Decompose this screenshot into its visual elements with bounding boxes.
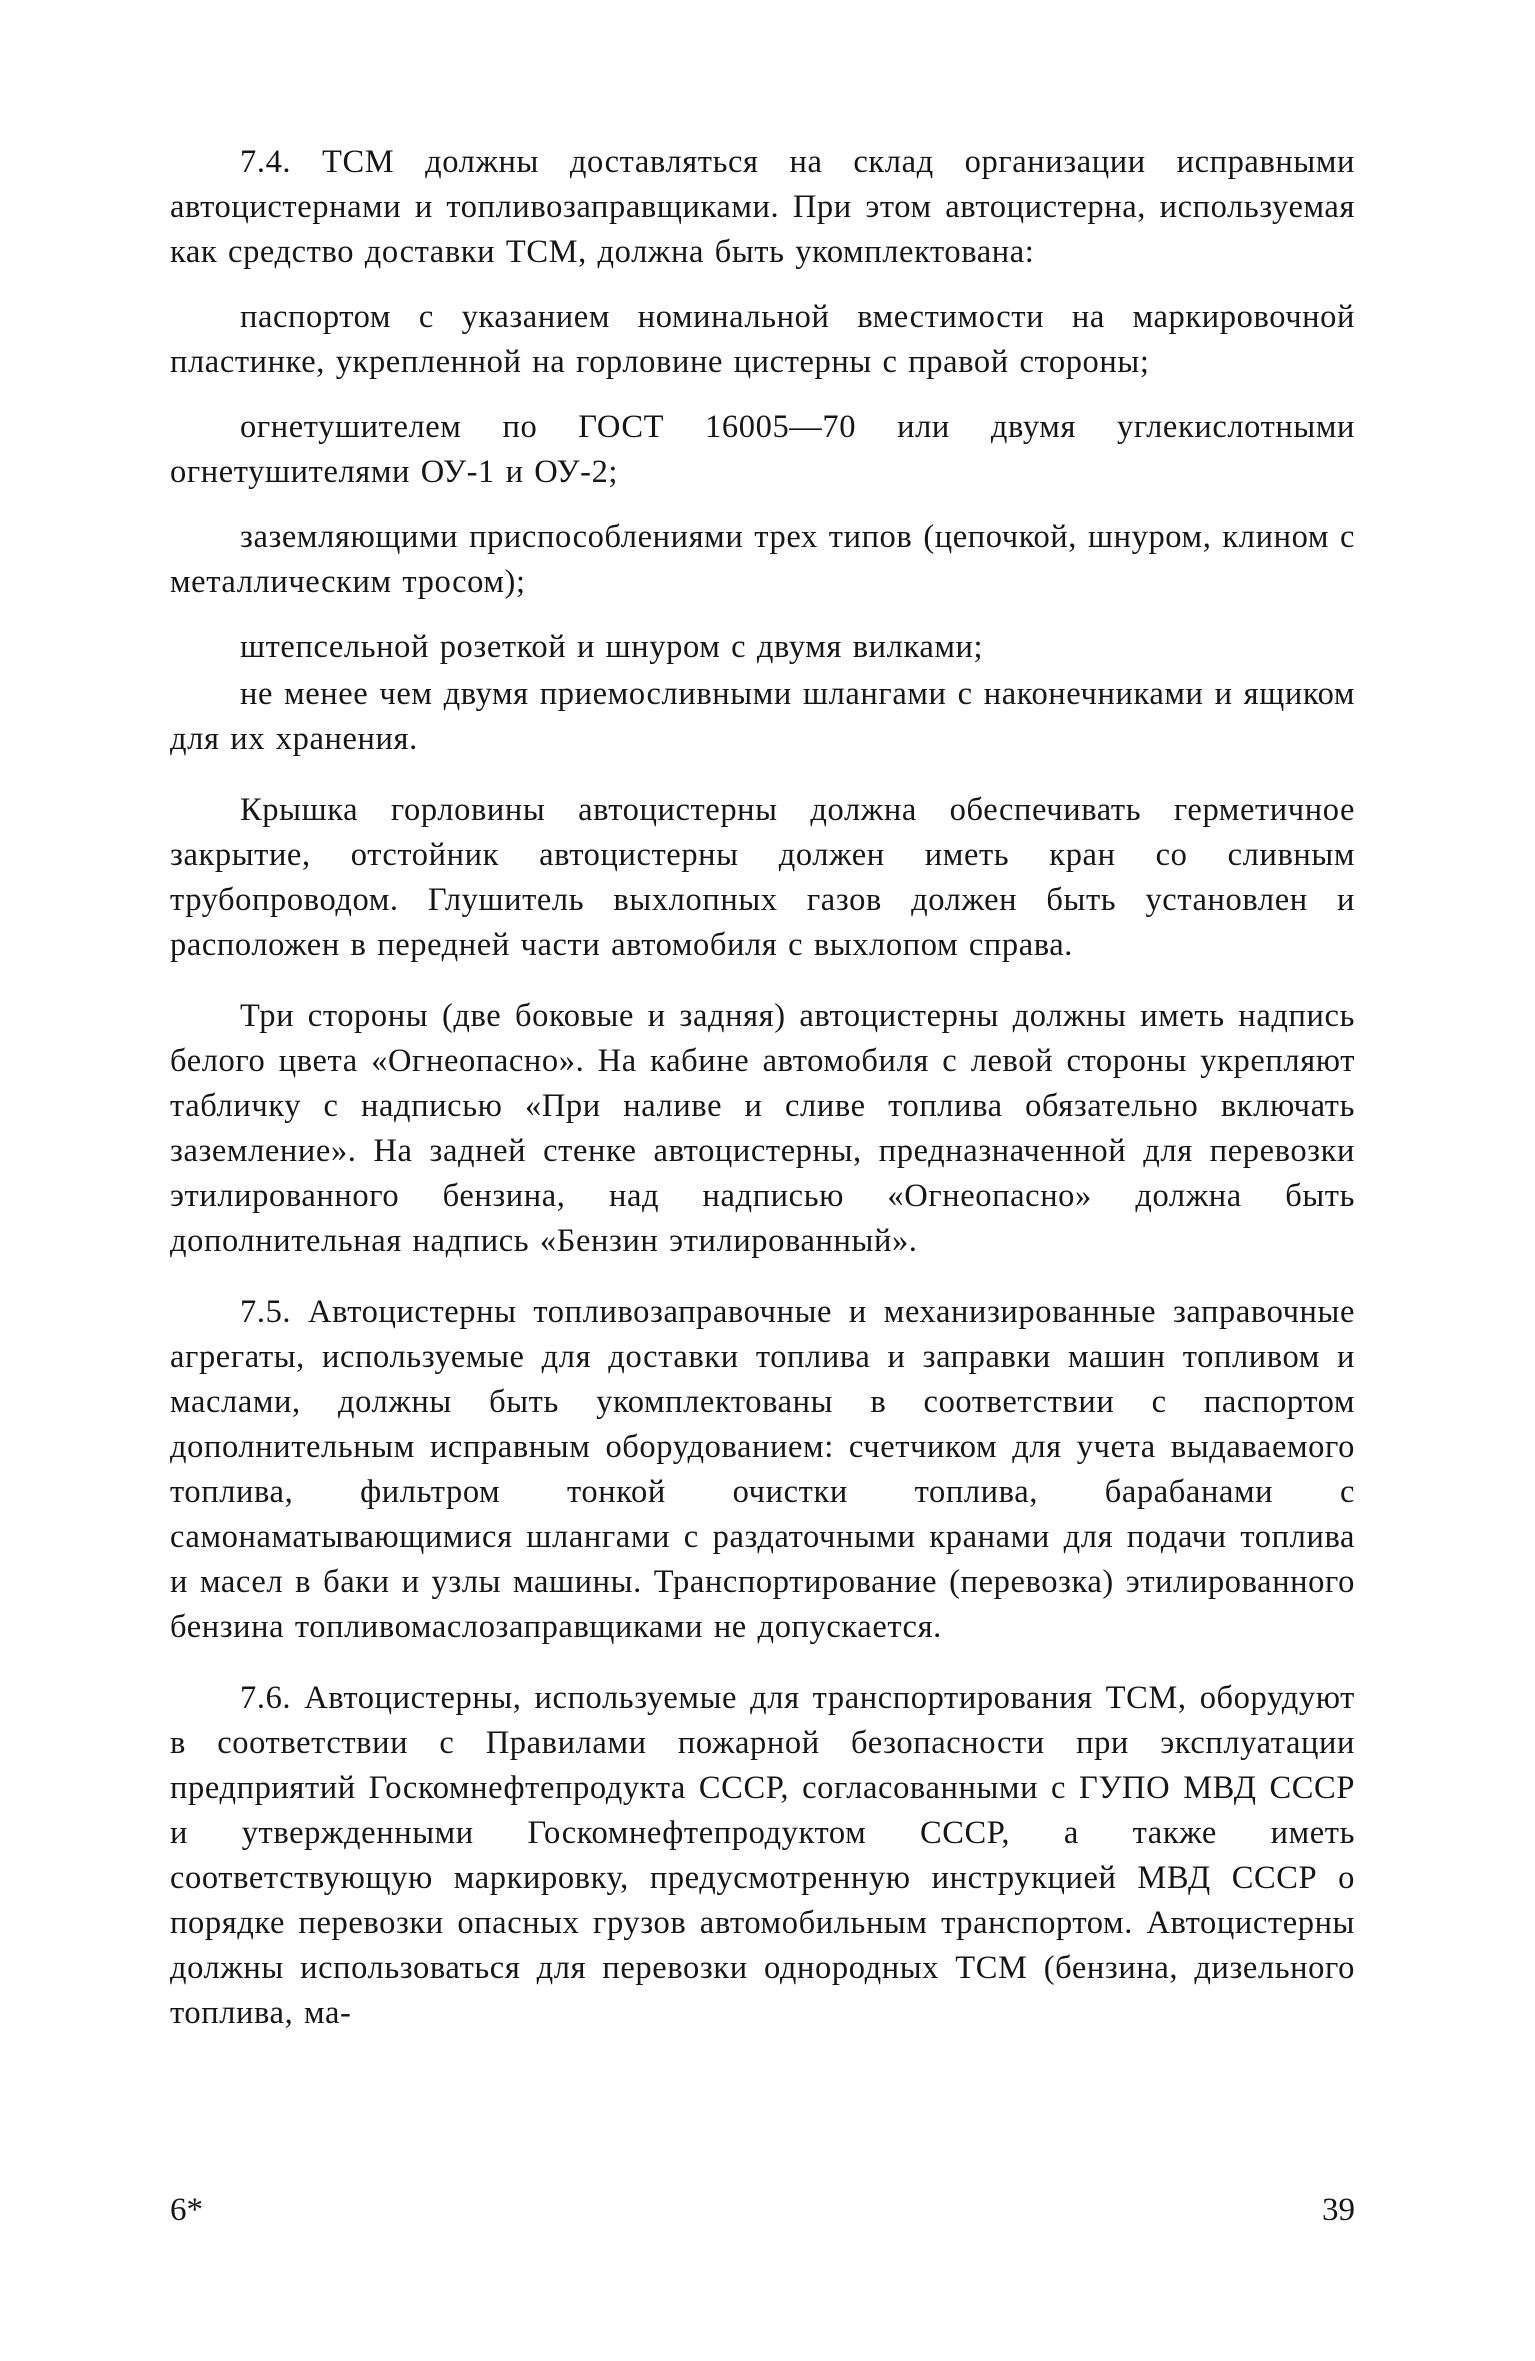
page-number: 39 bbox=[1322, 2192, 1355, 2228]
paragraph-7-5: 7.5. Автоцистерны топливозаправочные и механизированные заправочные агрегаты, используемые для доставки топлива и заправки машин топливом и маслами, должны быть укомплектованы в соответствии с паспортом дополнительным исправным оборудованием: счетчиком для учета выдаваемого топлива, фильтром тонкой очистки топлива, барабанами с самонаматывающимися шлангами с раздаточными кранами для подачи топлива и масел в баки и узлы машины. Транспортирование (перевозка) этилированного бензина топливомаслозаправщиками не допускается. bbox=[170, 1294, 1355, 1645]
paragraph-hoses: не менее чем двумя приемосливными шлангами с наконечниками и ящиком для их хранения. bbox=[170, 676, 1355, 757]
paragraph-socket: штепсельной розеткой и шнуром с двумя вилками; bbox=[240, 629, 984, 665]
page-footer bbox=[170, 2185, 1355, 2235]
sheet-signature: 6* bbox=[170, 2192, 203, 2228]
paragraph-passport: паспортом с указанием номинальной вместимости на маркировочной пластинке, укрепленной на горловине цистерны с правой стороны; bbox=[170, 299, 1355, 380]
paragraph-7-6: 7.6. Автоцистерны, используемые для транспортирования ТСМ, оборудуют в соответствии с Правилами пожарной безопасности при эксплуатации предприятий Госкомнефтепродукта СССР, согласованными с ГУПО МВД СССР и утвержденными Госкомнефтепродуктом СССР, а также иметь соответствующую маркировку, предусмотренную инструкцией МВД СССР о порядке перевозки опасных грузов автомобильным транспортом. Автоцистерны должны использоваться для перевозки однородных ТСМ (бензина, дизельного топлива, ма- bbox=[170, 1680, 1355, 2031]
paragraph-grounding: заземляющими приспособлениями трех типов (цепочкой, шнуром, клином с металлическим тросом); bbox=[170, 519, 1355, 600]
paragraph-7-4-intro: 7.4. ТСМ должны доставляться на склад организации исправными автоцистернами и топливозаправщиками. При этом автоцистерна, используемая как средство доставки ТСМ, должна быть укомплектована: bbox=[170, 144, 1355, 270]
paragraph-extinguisher: огнетушителем по ГОСТ 16005—70 или двумя углекислотными огнетушителями ОУ-1 и ОУ-2; bbox=[170, 409, 1355, 490]
paragraph-inscriptions: Три стороны (две боковые и задняя) автоцистерны должны иметь надпись белого цвета «Огнеопасно». На кабине автомобиля с левой стороны укрепляют табличку с надписью «При наливе и сливе топлива обязательно включать заземление». На задней стенке автоцистерны, предназначенной для перевозки этилированного бензина, над надписью «Огнеопасно» должна быть дополнительная надпись «Бензин этилированный». bbox=[170, 998, 1355, 1259]
document-body bbox=[170, 140, 1355, 2240]
paragraph-hatch-cover: Крышка горловины автоцистерны должна обеспечивать герметичное закрытие, отстойник автоцистерны должен иметь кран со сливным трубопроводом. Глушитель выхлопных газов должен быть установлен и расположен в передней части автомобиля с выхлопом справа. bbox=[170, 792, 1355, 963]
